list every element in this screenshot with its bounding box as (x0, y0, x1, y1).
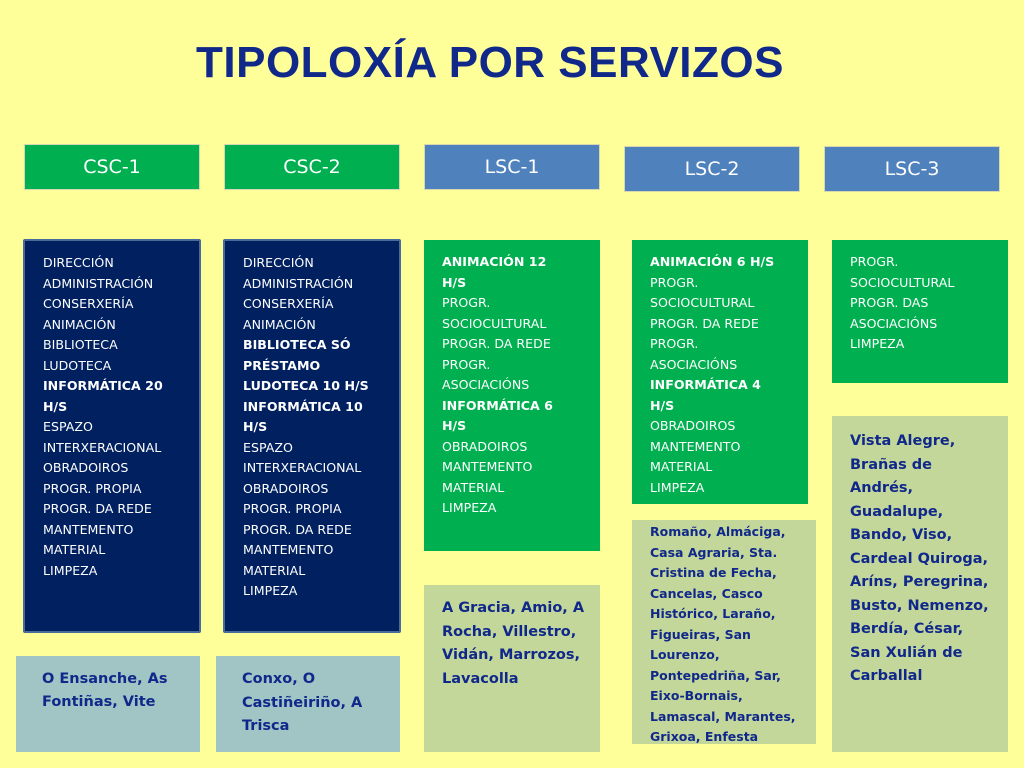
service-item: INFORMÁTICA 20 (43, 378, 163, 393)
service-item: BIBLIOTECA (43, 337, 118, 352)
service-item: PRÉSTAMO (243, 357, 321, 373)
service-item: LIMPEZA (43, 562, 98, 578)
service-item: MATERIAL (43, 542, 106, 557)
service-item: H/S (442, 418, 467, 433)
service-item: PROGR. PROPIA (243, 501, 342, 516)
service-item: DIRECCIÓN (43, 255, 114, 270)
service-item: CONSERXERÍA (243, 296, 334, 311)
service-item: PROGR. (442, 295, 491, 310)
header-csc-2: CSC-2 (224, 144, 400, 190)
service-item: INTERXERACIONAL (243, 460, 362, 475)
header-lsc-3: LSC-3 (824, 146, 1000, 192)
service-item: INFORMÁTICA 4 (650, 377, 761, 392)
service-item: PROGR. (850, 254, 899, 269)
service-item: DIRECCIÓN (243, 255, 314, 270)
service-item: ANIMACIÓN (243, 316, 316, 332)
service-item: MANTEMENTO (243, 542, 334, 557)
service-item: ANIMACIÓN (43, 316, 116, 332)
service-item: INFORMÁTICA 10 (243, 398, 363, 414)
service-item: LIMPEZA (442, 500, 497, 515)
locations-box-lsc-3: Vista Alegre, Brañas de Andrés, Guadalupe, Bando, Viso, Cardeal Quiroga, Aríns, Peregrina, Busto, Nemenzo, Berdía, César, San Xulián de Carballal (832, 416, 1008, 752)
locations-box-csc-2: Conxo, O Castiñeiriño, A Trisca (216, 656, 400, 752)
locations-box-lsc-1: A Gracia, Amio, A Rocha, Villestro, Vidán, Marrozos, Lavacolla (424, 585, 600, 752)
locations-box-lsc-2: Romaño, Almáciga, Casa Agraria, Sta. Cristina de Fecha, Cancelas, Casco Histórico, Laraño, Figueiras, San Lourenzo, Pontepedriña, Sar, Eixo-Bornais, Lamascal, Marantes, Grixoa, Enfesta (632, 520, 816, 744)
header-lsc-1: LSC-1 (424, 144, 600, 190)
service-item: PROGR. DA REDE (43, 501, 152, 516)
services-box-lsc-3 (832, 240, 1008, 383)
service-item: LIMPEZA (243, 583, 298, 598)
service-item: INTERXERACIONAL (43, 439, 162, 455)
service-item: ESPAZO (43, 419, 93, 434)
service-item: OBRADOIROS (43, 460, 129, 475)
service-item: ASOCIACIÓNS (850, 315, 938, 331)
service-item: H/S (650, 397, 675, 413)
services-box-csc-2 (223, 239, 401, 633)
service-item: ANIMACIÓN 6 H/S (650, 254, 775, 269)
service-item: OBRADOIROS (243, 480, 329, 496)
service-item: MANTEMENTO (650, 438, 741, 454)
service-item: PROGR. DAS (850, 295, 929, 310)
service-item: ADMINISTRACIÓN (243, 275, 354, 291)
service-item: SOCIOCULTURAL (650, 295, 755, 310)
service-item: LIMPEZA (850, 336, 905, 351)
service-item: ASOCIACIÓNS (650, 356, 738, 372)
service-item: MATERIAL (442, 479, 505, 495)
service-item: PROGR. DA REDE (442, 336, 551, 351)
services-box-lsc-2 (632, 240, 808, 504)
service-item: PROGR. PROPIA (43, 480, 142, 496)
page-title: TIPOLOXÍA POR SERVIZOS (196, 38, 784, 87)
service-item: ASOCIACIÓNS (442, 377, 530, 392)
service-item: PROGR. (650, 274, 699, 290)
service-item: H/S (43, 398, 68, 414)
service-item: OBRADOIROS (442, 438, 528, 454)
service-item: MANTEMENTO (442, 459, 533, 474)
service-item: PROGR. (650, 336, 699, 351)
service-item: MATERIAL (243, 562, 306, 578)
service-item: MATERIAL (650, 459, 713, 474)
service-item: MANTEMENTO (43, 521, 134, 537)
header-lsc-2: LSC-2 (624, 146, 800, 192)
service-item: H/S (243, 419, 268, 434)
services-box-csc-1 (23, 239, 201, 633)
service-item: ADMINISTRACIÓN (43, 275, 154, 291)
service-item: LIMPEZA (650, 479, 705, 495)
service-item: INFORMÁTICA 6 (442, 397, 553, 413)
services-box-lsc-1 (424, 240, 600, 551)
service-item: PROGR. DA REDE (243, 521, 352, 537)
locations-box-csc-1: O Ensanche, As Fontiñas, Vite (16, 656, 200, 752)
service-item: LUDOTECA 10 H/S (243, 378, 369, 393)
service-item: PROGR. DA REDE (650, 315, 759, 331)
service-item: OBRADOIROS (650, 418, 736, 433)
service-item: SOCIOCULTURAL (442, 315, 547, 331)
service-item: PROGR. (442, 356, 491, 372)
service-item: BIBLIOTECA SÓ (243, 337, 351, 352)
service-item: LUDOTECA (43, 357, 112, 373)
service-item: H/S (442, 274, 467, 290)
service-item: ANIMACIÓN 12 (442, 254, 547, 269)
service-item: SOCIOCULTURAL (850, 274, 955, 290)
service-item: CONSERXERÍA (43, 296, 134, 311)
header-csc-1: CSC-1 (24, 144, 200, 190)
service-item: ESPAZO (243, 439, 293, 455)
